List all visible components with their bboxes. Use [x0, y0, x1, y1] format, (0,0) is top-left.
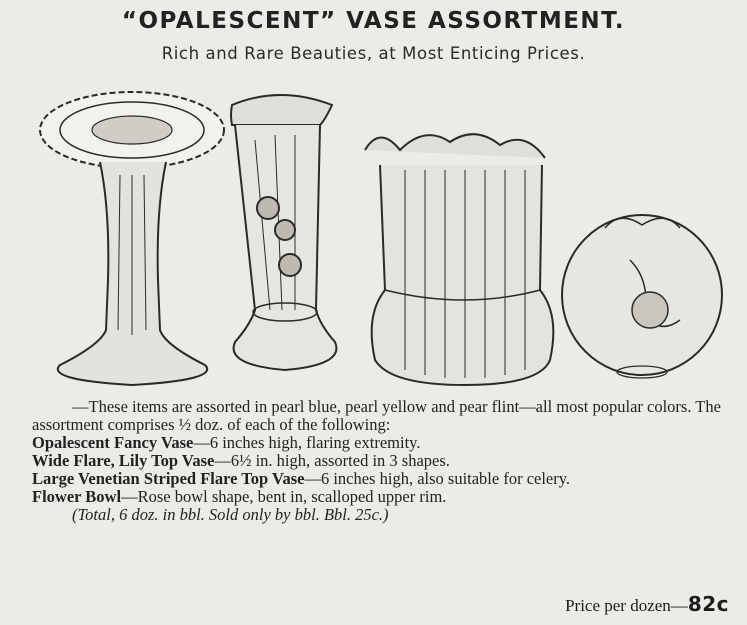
item-detail: —Rose bowl shape, bent in, scalloped upper rim. [121, 487, 447, 506]
item-name: Large Venetian Striped Flare Top Vase [32, 469, 305, 488]
item-detail: —6 inches high, flaring extremity. [193, 433, 421, 452]
lily-top-vase-image [231, 95, 336, 370]
item-name: Opalescent Fancy Vase [32, 433, 194, 452]
item-name: Flower Bowl [32, 487, 122, 506]
item-venetian-vase [32, 470, 732, 488]
total-note: (Total, 6 doz. in bbl. Sold only by bbl. Bbl. 25c.) [72, 505, 389, 524]
item-name: Wide Flare, Lily Top Vase [32, 451, 215, 470]
price-value: 82c [687, 592, 729, 616]
flower-bowl-image [562, 215, 722, 378]
item-flower-bowl [32, 488, 732, 506]
page-title: “OPALESCENT” VASE ASSORTMENT. [121, 8, 626, 34]
item-lily-top-vase [32, 452, 732, 470]
vase-illustration [20, 80, 730, 390]
item-detail: —6½ in. high, assorted in 3 shapes. [214, 451, 450, 470]
item-fancy-vase [32, 434, 732, 452]
opalescent-fancy-vase-image [40, 92, 224, 385]
price-label: Price per dozen— [565, 596, 688, 615]
page-subtitle: Rich and Rare Beauties, at Most Enticing Prices. [161, 44, 586, 63]
price-line [565, 592, 729, 616]
description-block [32, 398, 732, 524]
venetian-striped-vase-image [365, 134, 553, 385]
item-detail: —6 inches high, also suitable for celery. [304, 469, 571, 488]
intro-text: —These items are assorted in pearl blue, pearl yellow and pear flint—all most popular colors. The assortment comprises ½ doz. of each of the following: [32, 397, 721, 434]
